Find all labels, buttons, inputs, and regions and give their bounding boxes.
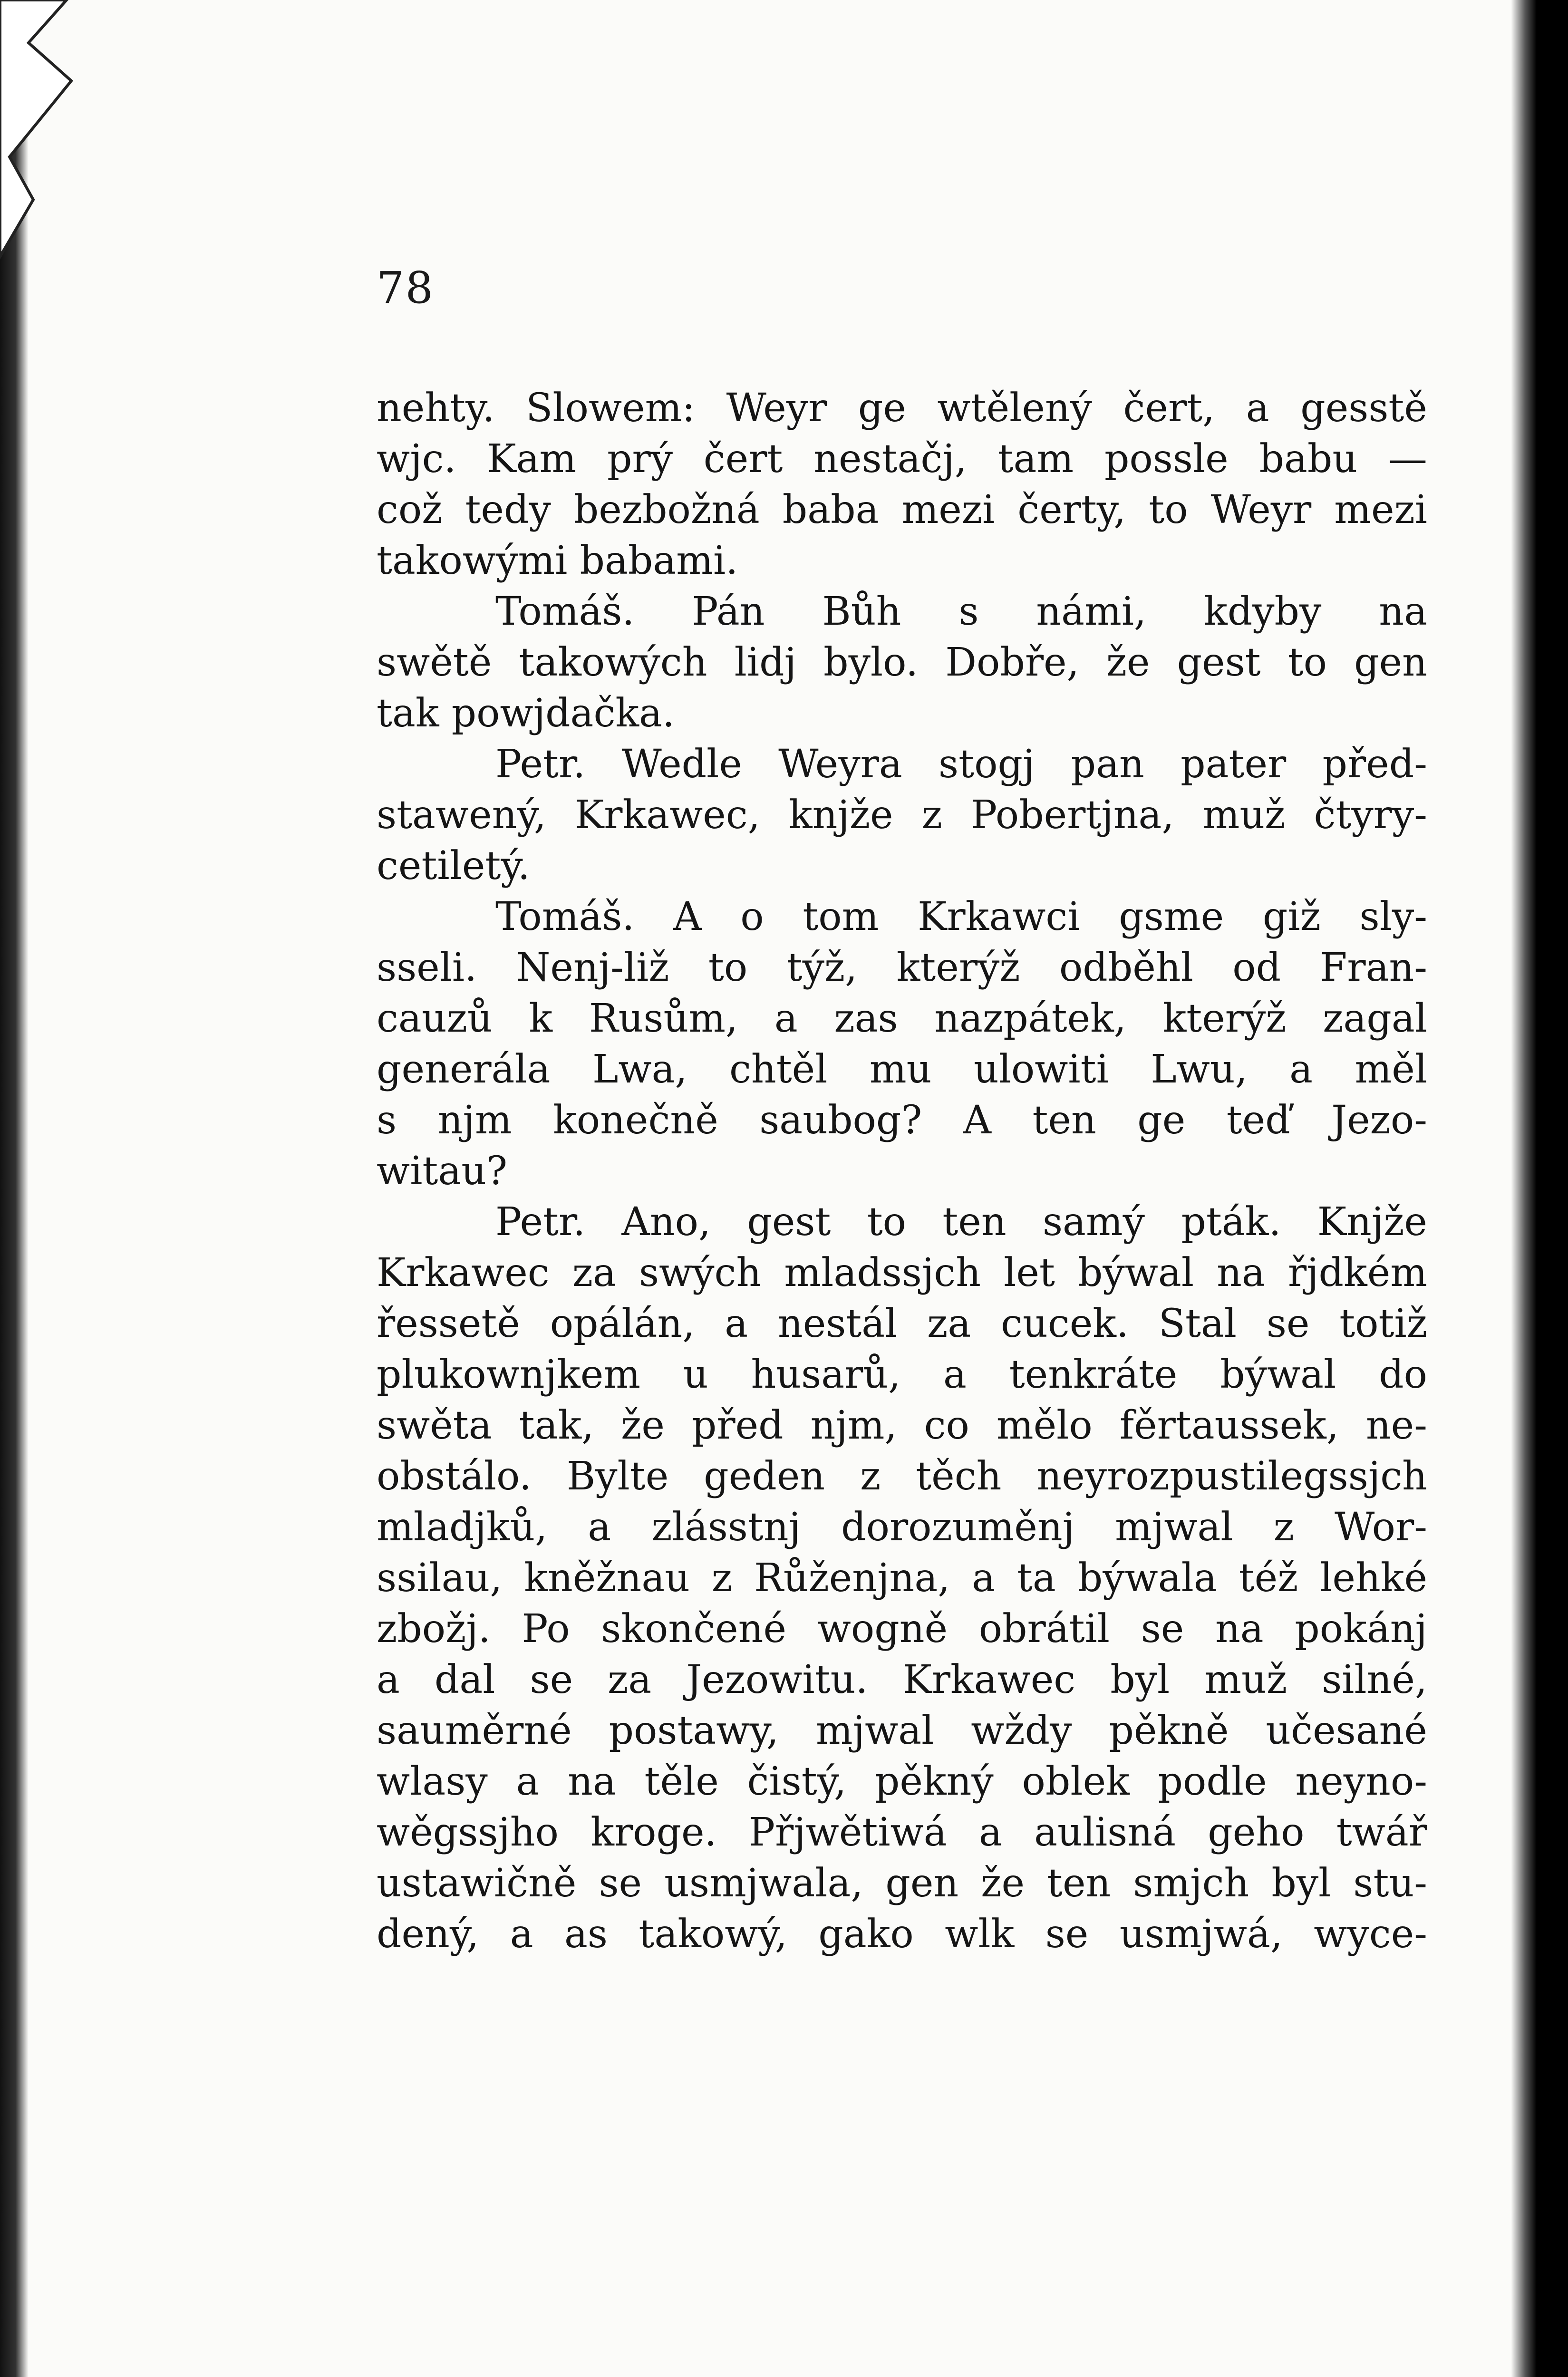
text-line: cetiletý.: [377, 843, 530, 889]
text-line: Krkawec za swých mladssjch let býwal na řjdkém: [377, 1250, 1427, 1295]
text-line: tak powjdačka.: [377, 691, 675, 736]
text-line: Petr. Wedle Weyra stogj pan pater před-: [495, 742, 1427, 787]
text-line: Tomáš. A o tom Krkawci gsme giž sly-: [495, 894, 1427, 939]
scan-left-edge: [0, 0, 29, 2377]
text-line: a dal se za Jezowitu. Krkawec byl muž silné,: [377, 1657, 1427, 1702]
text-line: generála Lwa, chtěl mu ulowiti Lwu, a měl: [377, 1047, 1427, 1092]
text-line: wlasy a na těle čistý, pěkný oblek podle neyno-: [377, 1759, 1427, 1804]
text-line: obstálo. Bylte geden z těch neyrozpustilegssjch: [377, 1454, 1427, 1499]
text-line: swěta tak, že před njm, co mělo fěrtaussek, ne-: [377, 1403, 1427, 1448]
text-line: swětě takowých lidj bylo. Dobře, že gest to gen: [377, 640, 1427, 685]
text-line: s njm konečně saubog? A ten ge teď Jezo-: [377, 1098, 1427, 1143]
text-line: mladjků, a zlásstnj dorozuměnj mjwal z Wor-: [377, 1505, 1427, 1550]
text-line: nehty. Slowem: Weyr ge wtělený čert, a gesstě: [377, 386, 1427, 431]
text-line: witau?: [377, 1149, 508, 1194]
text-line: sseli. Nenj-liž to týž, kterýž odběhl od Fran-: [377, 945, 1427, 990]
text-line: řessetě opálán, a nestál za cucek. Stal se totiž: [377, 1301, 1427, 1346]
text-line: wjc. Kam prý čert nestačj, tam posslе babu —: [377, 436, 1427, 482]
text-line: dený, a as takowý, gako wlk se usmjwá, wyce-: [377, 1912, 1427, 1957]
text-line: sauměrné postawy, mjwal wždy pěkně učesané: [377, 1708, 1427, 1753]
text-line: ssilau, kněžnau z Růženjna, a ta býwala též lehké: [377, 1556, 1427, 1601]
body-text: [377, 383, 1427, 1960]
text-line: což tedy bezbožná baba mezi čerty, to Weyr mezi: [377, 487, 1427, 532]
text-line: stawený, Krkawec, knjže z Pobertjna, muž čtyry-: [377, 792, 1427, 838]
text-line: Petr. Ano, gest to ten samý pták. Knjže: [495, 1199, 1427, 1245]
text-line: wěgssjho kroge. Přjwětiwá a aulisná geho twář: [377, 1810, 1427, 1855]
text-line: cauzů k Rusům, a zas nazpátek, kterýž zagal: [377, 996, 1427, 1041]
torn-corner-mark: [0, 0, 95, 333]
text-line: zbožj. Po skončené wogně obrátil se na pokánj: [377, 1606, 1427, 1652]
page-number: 78: [377, 262, 435, 313]
text-line: ustawičně se usmjwala, gen že ten smjch byl stu-: [377, 1861, 1427, 1906]
text-line: plukownjkem u husarů, a tenkráte býwal do: [377, 1352, 1427, 1397]
text-line: takowými babami.: [377, 538, 738, 583]
scan-right-edge: [1511, 0, 1568, 2377]
text-line: Tomáš. Pán Bůh s námi, kdyby na: [495, 589, 1427, 634]
